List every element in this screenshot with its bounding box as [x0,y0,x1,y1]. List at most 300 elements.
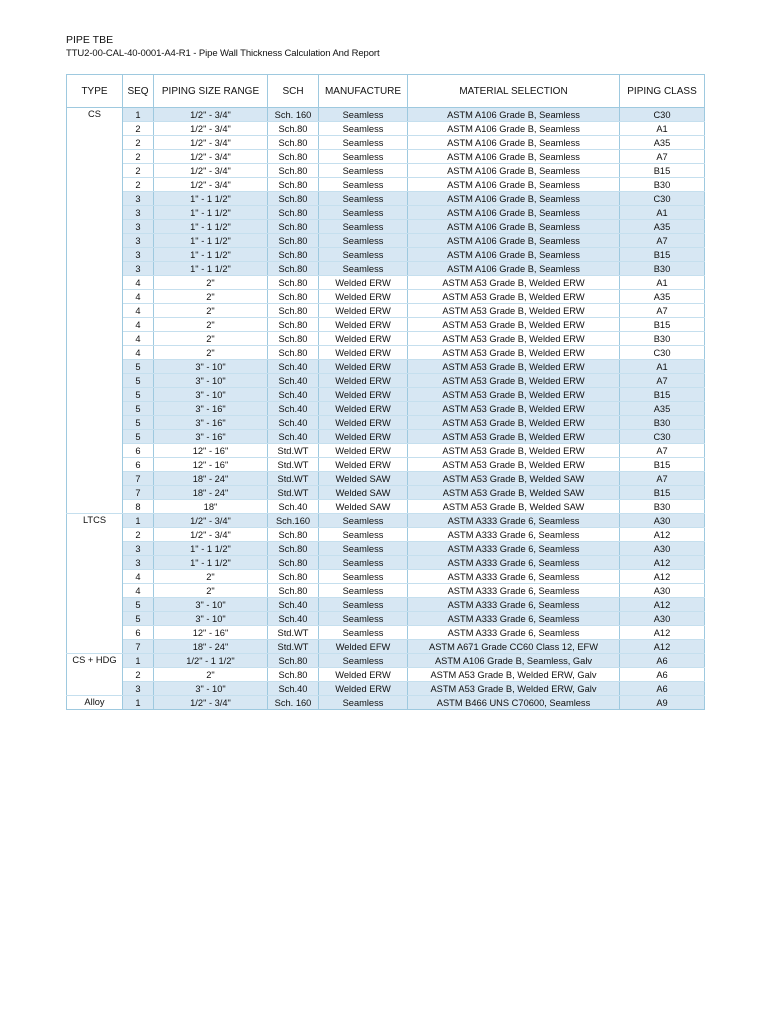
size-range-cell: 3" - 10" [154,374,268,388]
manufacture-cell: Seamless [319,122,408,136]
column-header-manufacture: MANUFACTURE [319,75,408,108]
piping-class-cell: A35 [620,402,705,416]
table-row [67,514,705,528]
piping-class-cell: A7 [620,374,705,388]
table-row [67,696,705,710]
material-cell: ASTM A53 Grade B, Welded ERW [408,374,620,388]
seq-cell: 2 [123,528,154,542]
seq-cell: 5 [123,402,154,416]
size-range-cell: 12" - 16" [154,626,268,640]
sch-cell: Sch.80 [268,668,319,682]
sch-cell: Std.WT [268,486,319,500]
table-row [67,178,705,192]
table-row [67,640,705,654]
manufacture-cell: Welded ERW [319,682,408,696]
material-cell: ASTM A106 Grade B, Seamless [408,262,620,276]
size-range-cell: 2" [154,332,268,346]
size-range-cell: 12" - 16" [154,444,268,458]
size-range-cell: 3" - 10" [154,598,268,612]
material-cell: ASTM A53 Grade B, Welded ERW [408,360,620,374]
seq-cell: 7 [123,486,154,500]
size-range-cell: 1" - 1 1/2" [154,192,268,206]
size-range-cell: 2" [154,570,268,584]
manufacture-cell: Seamless [319,136,408,150]
size-range-cell: 1/2" - 3/4" [154,528,268,542]
column-header-material: MATERIAL SELECTION [408,75,620,108]
size-range-cell: 1" - 1 1/2" [154,262,268,276]
table-row [67,612,705,626]
size-range-cell: 2" [154,668,268,682]
size-range-cell: 1/2" - 3/4" [154,136,268,150]
size-range-cell: 18" [154,500,268,514]
sch-cell: Sch.80 [268,164,319,178]
manufacture-cell: Welded ERW [319,290,408,304]
material-cell: ASTM A53 Grade B, Welded ERW [408,290,620,304]
manufacture-cell: Welded ERW [319,388,408,402]
sch-cell: Sch.40 [268,598,319,612]
column-header-seq: SEQ [123,75,154,108]
size-range-cell: 12" - 16" [154,458,268,472]
material-cell: ASTM A106 Grade B, Seamless [408,122,620,136]
table-row [67,570,705,584]
sch-cell: Sch.80 [268,542,319,556]
sch-cell: Sch.80 [268,654,319,668]
table-row [67,108,705,122]
piping-class-cell: B15 [620,164,705,178]
piping-class-cell: A30 [620,584,705,598]
seq-cell: 2 [123,668,154,682]
column-header-size-range: PIPING SIZE RANGE [154,75,268,108]
manufacture-cell: Welded ERW [319,318,408,332]
document-header [66,34,380,60]
size-range-cell: 1/2" - 3/4" [154,514,268,528]
manufacture-cell: Seamless [319,108,408,122]
sch-cell: Sch.40 [268,682,319,696]
material-cell: ASTM A671 Grade CC60 Class 12, EFW [408,640,620,654]
piping-class-cell: A7 [620,304,705,318]
size-range-cell: 1" - 1 1/2" [154,248,268,262]
piping-class-cell: A35 [620,136,705,150]
size-range-cell: 2" [154,584,268,598]
manufacture-cell: Seamless [319,654,408,668]
material-cell: ASTM A333 Grade 6, Seamless [408,598,620,612]
size-range-cell: 1" - 1 1/2" [154,234,268,248]
manufacture-cell: Seamless [319,234,408,248]
material-cell: ASTM A106 Grade B, Seamless [408,192,620,206]
seq-cell: 1 [123,108,154,122]
piping-class-cell: C30 [620,192,705,206]
material-cell: ASTM A333 Grade 6, Seamless [408,542,620,556]
material-cell: ASTM A53 Grade B, Welded ERW [408,276,620,290]
manufacture-cell: Welded SAW [319,486,408,500]
manufacture-cell: Seamless [319,612,408,626]
sch-cell: Sch.80 [268,584,319,598]
piping-class-cell: B15 [620,458,705,472]
piping-class-cell: A12 [620,528,705,542]
manufacture-cell: Welded ERW [319,416,408,430]
table-row [67,192,705,206]
table-row [67,374,705,388]
sch-cell: Sch.80 [268,178,319,192]
seq-cell: 3 [123,220,154,234]
sch-cell: Sch.80 [268,220,319,234]
piping-class-cell: A7 [620,472,705,486]
sch-cell: Sch.40 [268,374,319,388]
material-cell: ASTM A333 Grade 6, Seamless [408,556,620,570]
piping-class-cell: C30 [620,108,705,122]
sch-cell: Sch.40 [268,500,319,514]
piping-class-cell: B15 [620,318,705,332]
table-row [67,248,705,262]
manufacture-cell: Seamless [319,598,408,612]
sch-cell: Sch.80 [268,304,319,318]
sch-cell: Sch.80 [268,290,319,304]
sch-cell: Sch.80 [268,346,319,360]
material-cell: ASTM A106 Grade B, Seamless, Galv [408,654,620,668]
piping-class-cell: A35 [620,290,705,304]
material-cell: ASTM A106 Grade B, Seamless [408,206,620,220]
material-cell: ASTM A106 Grade B, Seamless [408,136,620,150]
seq-cell: 5 [123,598,154,612]
seq-cell: 2 [123,122,154,136]
seq-cell: 1 [123,514,154,528]
seq-cell: 2 [123,178,154,192]
size-range-cell: 3" - 10" [154,682,268,696]
seq-cell: 1 [123,654,154,668]
size-range-cell: 2" [154,304,268,318]
seq-cell: 3 [123,248,154,262]
piping-class-cell: B15 [620,388,705,402]
size-range-cell: 3" - 16" [154,416,268,430]
material-cell: ASTM A53 Grade B, Welded ERW [408,332,620,346]
manufacture-cell: Welded EFW [319,640,408,654]
size-range-cell: 1" - 1 1/2" [154,206,268,220]
type-cell: Alloy [67,696,123,710]
manufacture-cell: Seamless [319,626,408,640]
seq-cell: 5 [123,612,154,626]
table-row [67,682,705,696]
seq-cell: 3 [123,192,154,206]
manufacture-cell: Welded ERW [319,346,408,360]
piping-class-cell: A6 [620,654,705,668]
piping-class-cell: B15 [620,486,705,500]
material-cell: ASTM A53 Grade B, Welded ERW [408,444,620,458]
table-header-row [67,75,705,108]
table-row [67,164,705,178]
size-range-cell: 2" [154,346,268,360]
size-range-cell: 18" - 24" [154,486,268,500]
seq-cell: 4 [123,584,154,598]
seq-cell: 5 [123,374,154,388]
column-header-sch: SCH [268,75,319,108]
sch-cell: Std.WT [268,626,319,640]
material-cell: ASTM A53 Grade B, Welded ERW [408,430,620,444]
document-subtitle: TTU2-00-CAL-40-0001-A4-R1 - Pipe Wall Thickness Calculation And Report [66,48,380,59]
size-range-cell: 3" - 10" [154,388,268,402]
table-row [67,122,705,136]
sch-cell: Sch.80 [268,234,319,248]
document-title: PIPE TBE [66,34,114,46]
sch-cell: Sch.80 [268,556,319,570]
material-cell: ASTM A53 Grade B, Welded SAW [408,500,620,514]
material-cell: ASTM A333 Grade 6, Seamless [408,626,620,640]
manufacture-cell: Welded ERW [319,458,408,472]
piping-class-cell: A30 [620,542,705,556]
sch-cell: Sch.80 [268,206,319,220]
table-row [67,430,705,444]
seq-cell: 7 [123,472,154,486]
piping-class-cell: A7 [620,444,705,458]
table-row [67,654,705,668]
manufacture-cell: Welded ERW [319,276,408,290]
seq-cell: 4 [123,276,154,290]
size-range-cell: 18" - 24" [154,640,268,654]
material-cell: ASTM A53 Grade B, Welded ERW [408,458,620,472]
sch-cell: Sch.40 [268,416,319,430]
table-body [67,108,705,710]
manufacture-cell: Welded ERW [319,332,408,346]
manufacture-cell: Welded ERW [319,304,408,318]
table-row [67,206,705,220]
seq-cell: 2 [123,150,154,164]
piping-class-cell: A12 [620,570,705,584]
sch-cell: Sch. 160 [268,696,319,710]
seq-cell: 4 [123,570,154,584]
sch-cell: Sch.40 [268,360,319,374]
manufacture-cell: Welded SAW [319,472,408,486]
table-row [67,626,705,640]
pipe-table [66,74,705,710]
manufacture-cell: Seamless [319,220,408,234]
seq-cell: 1 [123,696,154,710]
manufacture-cell: Seamless [319,514,408,528]
seq-cell: 2 [123,136,154,150]
size-range-cell: 1" - 1 1/2" [154,556,268,570]
material-cell: ASTM A53 Grade B, Welded ERW, Galv [408,668,620,682]
table-row [67,304,705,318]
material-cell: ASTM A333 Grade 6, Seamless [408,570,620,584]
table-row [67,402,705,416]
piping-class-cell: A30 [620,514,705,528]
seq-cell: 6 [123,458,154,472]
manufacture-cell: Welded ERW [319,444,408,458]
material-cell: ASTM A106 Grade B, Seamless [408,220,620,234]
table-row [67,556,705,570]
piping-class-cell: A7 [620,234,705,248]
piping-class-cell: B30 [620,332,705,346]
seq-cell: 3 [123,262,154,276]
seq-cell: 2 [123,164,154,178]
table-row [67,290,705,304]
material-cell: ASTM A333 Grade 6, Seamless [408,612,620,626]
size-range-cell: 18" - 24" [154,472,268,486]
piping-class-cell: A1 [620,206,705,220]
table-row [67,234,705,248]
table-row [67,500,705,514]
piping-class-cell: B30 [620,500,705,514]
column-header-piping-class: PIPING CLASS [620,75,705,108]
sch-cell: Sch.80 [268,150,319,164]
material-cell: ASTM A53 Grade B, Welded SAW [408,486,620,500]
piping-class-cell: A9 [620,696,705,710]
table-row [67,584,705,598]
piping-class-cell: A1 [620,360,705,374]
seq-cell: 3 [123,682,154,696]
table-row [67,542,705,556]
seq-cell: 7 [123,640,154,654]
manufacture-cell: Seamless [319,150,408,164]
sch-cell: Sch.40 [268,430,319,444]
sch-cell: Sch.160 [268,514,319,528]
table-row [67,458,705,472]
material-cell: ASTM A106 Grade B, Seamless [408,178,620,192]
size-range-cell: 1/2" - 3/4" [154,178,268,192]
table-row [67,318,705,332]
sch-cell: Sch.80 [268,318,319,332]
manufacture-cell: Seamless [319,528,408,542]
type-cell: CS [67,108,123,514]
sch-cell: Sch.80 [268,332,319,346]
manufacture-cell: Seamless [319,178,408,192]
piping-class-cell: B15 [620,248,705,262]
piping-class-cell: A12 [620,626,705,640]
table-row [67,486,705,500]
manufacture-cell: Seamless [319,570,408,584]
type-cell: CS + HDG [67,654,123,696]
sch-cell: Std.WT [268,444,319,458]
piping-class-cell: A1 [620,122,705,136]
piping-class-cell: A6 [620,682,705,696]
manufacture-cell: Seamless [319,248,408,262]
manufacture-cell: Seamless [319,542,408,556]
sch-cell: Sch.80 [268,570,319,584]
piping-class-cell: A6 [620,668,705,682]
size-range-cell: 2" [154,290,268,304]
sch-cell: Sch.80 [268,122,319,136]
manufacture-cell: Welded ERW [319,402,408,416]
sch-cell: Sch.80 [268,528,319,542]
size-range-cell: 2" [154,276,268,290]
sch-cell: Sch.80 [268,276,319,290]
size-range-cell: 1/2" - 3/4" [154,122,268,136]
sch-cell: Sch.40 [268,388,319,402]
seq-cell: 5 [123,360,154,374]
seq-cell: 5 [123,430,154,444]
sch-cell: Std.WT [268,640,319,654]
material-cell: ASTM A333 Grade 6, Seamless [408,584,620,598]
material-cell: ASTM A53 Grade B, Welded ERW, Galv [408,682,620,696]
material-cell: ASTM A106 Grade B, Seamless [408,248,620,262]
sch-cell: Std.WT [268,472,319,486]
manufacture-cell: Welded ERW [319,430,408,444]
seq-cell: 4 [123,290,154,304]
material-cell: ASTM A53 Grade B, Welded SAW [408,472,620,486]
size-range-cell: 3" - 10" [154,612,268,626]
seq-cell: 4 [123,318,154,332]
table-row [67,346,705,360]
table-row [67,276,705,290]
manufacture-cell: Welded SAW [319,500,408,514]
material-cell: ASTM A106 Grade B, Seamless [408,234,620,248]
sch-cell: Sch.40 [268,402,319,416]
piping-class-cell: B30 [620,416,705,430]
seq-cell: 8 [123,500,154,514]
manufacture-cell: Seamless [319,192,408,206]
sch-cell: Sch.80 [268,192,319,206]
piping-class-cell: B30 [620,178,705,192]
size-range-cell: 1/2" - 3/4" [154,108,268,122]
size-range-cell: 3" - 16" [154,430,268,444]
seq-cell: 3 [123,234,154,248]
piping-class-cell: A30 [620,612,705,626]
material-cell: ASTM A106 Grade B, Seamless [408,108,620,122]
material-cell: ASTM A53 Grade B, Welded ERW [408,304,620,318]
manufacture-cell: Seamless [319,206,408,220]
size-range-cell: 3" - 10" [154,360,268,374]
table-row [67,220,705,234]
seq-cell: 3 [123,206,154,220]
seq-cell: 6 [123,444,154,458]
manufacture-cell: Seamless [319,696,408,710]
table-row [67,472,705,486]
seq-cell: 4 [123,304,154,318]
table-row [67,136,705,150]
sch-cell: Sch.80 [268,136,319,150]
sch-cell: Sch. 160 [268,108,319,122]
table-row [67,388,705,402]
piping-class-cell: A35 [620,220,705,234]
material-cell: ASTM A53 Grade B, Welded ERW [408,388,620,402]
seq-cell: 3 [123,556,154,570]
manufacture-cell: Seamless [319,556,408,570]
sch-cell: Sch.80 [268,248,319,262]
table-row [67,668,705,682]
piping-class-cell: A12 [620,556,705,570]
table-row [67,528,705,542]
size-range-cell: 3" - 16" [154,402,268,416]
material-cell: ASTM A53 Grade B, Welded ERW [408,318,620,332]
material-cell: ASTM A333 Grade 6, Seamless [408,528,620,542]
material-cell: ASTM A106 Grade B, Seamless [408,150,620,164]
sch-cell: Sch.40 [268,612,319,626]
manufacture-cell: Seamless [319,164,408,178]
size-range-cell: 2" [154,318,268,332]
material-cell: ASTM A53 Grade B, Welded ERW [408,346,620,360]
size-range-cell: 1/2" - 3/4" [154,150,268,164]
table-row [67,360,705,374]
table-row [67,262,705,276]
material-cell: ASTM A53 Grade B, Welded ERW [408,402,620,416]
material-cell: ASTM B466 UNS C70600, Seamless [408,696,620,710]
piping-class-cell: A1 [620,276,705,290]
sch-cell: Sch.80 [268,262,319,276]
seq-cell: 6 [123,626,154,640]
piping-class-cell: A12 [620,640,705,654]
manufacture-cell: Welded ERW [319,374,408,388]
sch-cell: Std.WT [268,458,319,472]
seq-cell: 5 [123,388,154,402]
seq-cell: 3 [123,542,154,556]
column-header-type: TYPE [67,75,123,108]
material-cell: ASTM A53 Grade B, Welded ERW [408,416,620,430]
material-cell: ASTM A106 Grade B, Seamless [408,164,620,178]
piping-class-cell: C30 [620,346,705,360]
size-range-cell: 1" - 1 1/2" [154,542,268,556]
type-cell: LTCS [67,514,123,654]
size-range-cell: 1/2" - 3/4" [154,696,268,710]
table-row [67,332,705,346]
seq-cell: 4 [123,346,154,360]
